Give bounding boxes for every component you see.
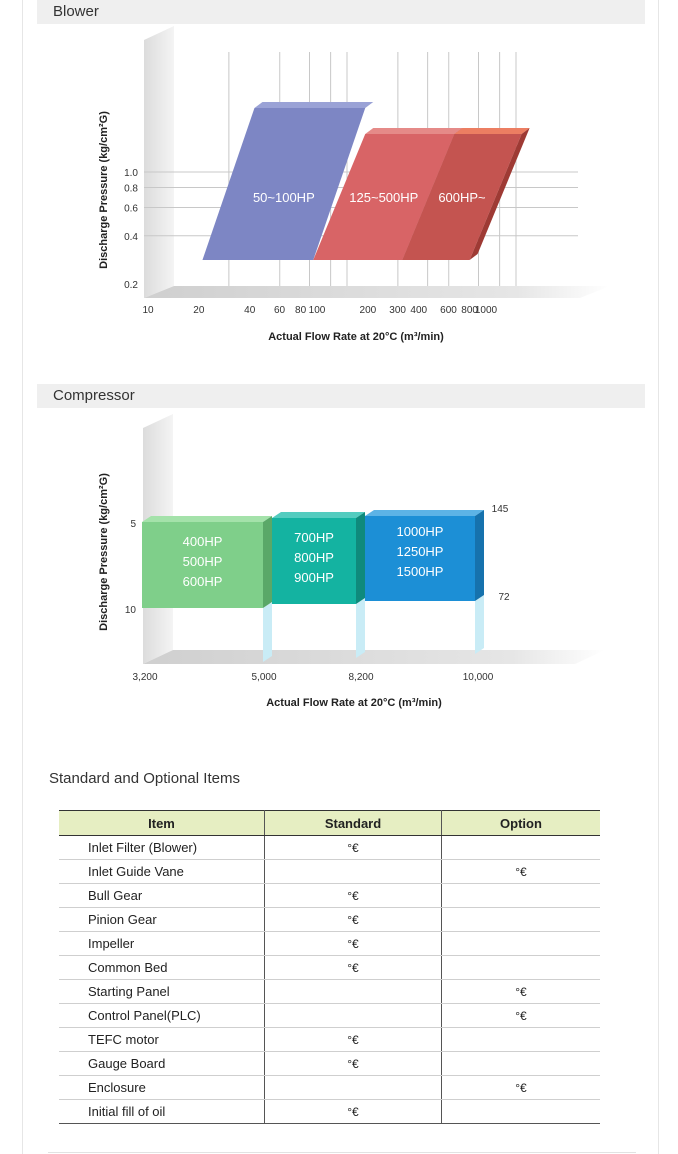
compressor-bar-label: 900HP xyxy=(294,570,334,585)
header-item: Item xyxy=(59,811,265,836)
item-cell: Pinion Gear xyxy=(59,908,265,932)
blower-band-top xyxy=(454,128,529,134)
option-cell xyxy=(442,836,601,860)
standard-cell xyxy=(265,980,442,1004)
item-cell: Initial fill of oil xyxy=(59,1100,265,1124)
option-cell xyxy=(442,1100,601,1124)
standard-cell xyxy=(265,860,442,884)
blower-floor xyxy=(144,286,610,298)
compressor-drop-pillar xyxy=(356,598,365,658)
blower-band-top xyxy=(365,128,462,134)
blower-x-tick: 40 xyxy=(244,305,256,316)
compressor-bar-top xyxy=(365,510,484,516)
blower-y-tick: 0.4 xyxy=(124,231,138,243)
table-row xyxy=(59,980,600,1004)
compressor-y-tick: 10 xyxy=(124,605,136,616)
blower-x-tick: 1000 xyxy=(474,305,498,316)
item-cell: Common Bed xyxy=(59,956,265,980)
compressor-drop-pillar xyxy=(475,595,484,654)
compressor-bar-label: 600HP xyxy=(182,574,223,589)
compressor-x-tick: 8,200 xyxy=(348,672,374,683)
blower-band-top xyxy=(254,102,373,108)
compressor-y-tick: 5 xyxy=(130,519,136,530)
compressor-bar-label: 700HP xyxy=(294,530,334,545)
table-row xyxy=(59,1028,600,1052)
standard-cell xyxy=(265,1076,442,1100)
item-cell: Starting Panel xyxy=(59,980,265,1004)
blower-x-axis-label: Actual Flow Rate at 20°C (m³/min) xyxy=(268,331,444,343)
table-row xyxy=(59,1100,600,1124)
compressor-floor xyxy=(143,650,605,664)
item-cell: Gauge Board xyxy=(59,1052,265,1076)
table-row xyxy=(59,956,600,980)
item-cell: Inlet Guide Vane xyxy=(59,860,265,884)
item-cell: Inlet Filter (Blower) xyxy=(59,836,265,860)
table-row xyxy=(59,1004,600,1028)
option-cell xyxy=(442,932,601,956)
compressor-x-axis-label: Actual Flow Rate at 20°C (m³/min) xyxy=(266,697,442,709)
compressor-bar-side xyxy=(475,510,484,601)
items-table xyxy=(59,810,600,1124)
item-cell: Impeller xyxy=(59,932,265,956)
blower-x-tick: 800 xyxy=(461,305,478,316)
standard-cell: °€ xyxy=(265,884,442,908)
option-cell: °€ xyxy=(442,860,601,884)
option-cell: °€ xyxy=(442,1076,601,1100)
compressor-x-tick: 5,000 xyxy=(251,672,277,683)
compressor-bar-label: 1000HP xyxy=(396,524,444,539)
item-cell: Control Panel(PLC) xyxy=(59,1004,265,1028)
option-cell xyxy=(442,908,601,932)
blower-back-wall xyxy=(144,26,174,298)
option-cell xyxy=(442,1052,601,1076)
standard-cell: °€ xyxy=(265,1028,442,1052)
blower-band-label: 600HP~ xyxy=(438,190,486,205)
table-row xyxy=(59,932,600,956)
blower-x-tick: 400 xyxy=(410,305,428,316)
table-row xyxy=(59,836,600,860)
compressor-bar-label: 500HP xyxy=(182,554,223,569)
blower-y-tick: 0.8 xyxy=(124,183,138,195)
table-row xyxy=(59,884,600,908)
compressor-section-title: Compressor xyxy=(53,387,135,404)
blower-band-label: 50~100HP xyxy=(252,190,315,205)
compressor-bar-label: 400HP xyxy=(182,534,223,549)
compressor-right-label: 145 xyxy=(491,504,509,515)
blower-band-label: 125~500HP xyxy=(349,190,419,205)
blower-y-tick: 1.0 xyxy=(124,168,138,179)
blower-x-tick: 80 xyxy=(295,305,307,316)
standard-cell: °€ xyxy=(265,956,442,980)
standard-cell: °€ xyxy=(265,908,442,932)
standard-cell: °€ xyxy=(265,932,442,956)
standard-cell xyxy=(265,1004,442,1028)
item-cell: TEFC motor xyxy=(59,1028,265,1052)
option-cell xyxy=(442,1028,601,1052)
compressor-x-tick: 10,000 xyxy=(462,672,494,683)
compressor-bar-label: 1250HP xyxy=(396,544,444,559)
blower-y-axis-label: Discharge Pressure (kg/cm²G) xyxy=(98,111,110,269)
blower-x-tick: 200 xyxy=(359,305,377,316)
table-row xyxy=(59,1052,600,1076)
compressor-bar-top xyxy=(272,512,365,518)
blower-x-tick: 300 xyxy=(389,305,406,316)
blower-x-tick: 600 xyxy=(440,305,457,316)
option-cell: °€ xyxy=(442,980,601,1004)
compressor-right-label: 72 xyxy=(498,592,510,603)
standard-cell: °€ xyxy=(265,1100,442,1124)
blower-y-tick: 0.6 xyxy=(124,203,138,215)
item-cell: Enclosure xyxy=(59,1076,265,1100)
compressor-bar-side xyxy=(263,516,272,608)
compressor-bar-side xyxy=(356,512,365,604)
header-option: Option xyxy=(442,811,601,836)
standard-cell: °€ xyxy=(265,836,442,860)
compressor-drop-pillar xyxy=(263,602,272,662)
blower-section-title: Blower xyxy=(53,3,99,20)
compressor-x-tick: 3,200 xyxy=(132,672,158,683)
compressor-bar-label: 1500HP xyxy=(396,564,444,579)
bottom-divider xyxy=(48,1152,636,1153)
items-section-title: Standard and Optional Items xyxy=(49,770,240,787)
table-row xyxy=(59,860,600,884)
table-row xyxy=(59,908,600,932)
blower-x-tick: 60 xyxy=(273,305,286,316)
blower-y-tick: 0.2 xyxy=(124,280,138,291)
blower-chart xyxy=(0,0,678,360)
option-cell xyxy=(442,884,601,908)
items-table-header-row xyxy=(59,811,600,836)
blower-x-tick: 100 xyxy=(308,305,326,316)
compressor-bar-top xyxy=(142,516,272,522)
item-cell: Bull Gear xyxy=(59,884,265,908)
standard-cell: °€ xyxy=(265,1052,442,1076)
compressor-y-axis-label: Discharge Pressure (kg/cm²G) xyxy=(98,473,110,631)
header-standard: Standard xyxy=(265,811,442,836)
compressor-chart xyxy=(0,400,678,730)
blower-x-tick: 20 xyxy=(193,305,205,316)
table-row xyxy=(59,1076,600,1100)
compressor-bar-label: 800HP xyxy=(294,550,334,565)
option-cell xyxy=(442,956,601,980)
blower-x-tick: 10 xyxy=(142,305,154,316)
option-cell: °€ xyxy=(442,1004,601,1028)
